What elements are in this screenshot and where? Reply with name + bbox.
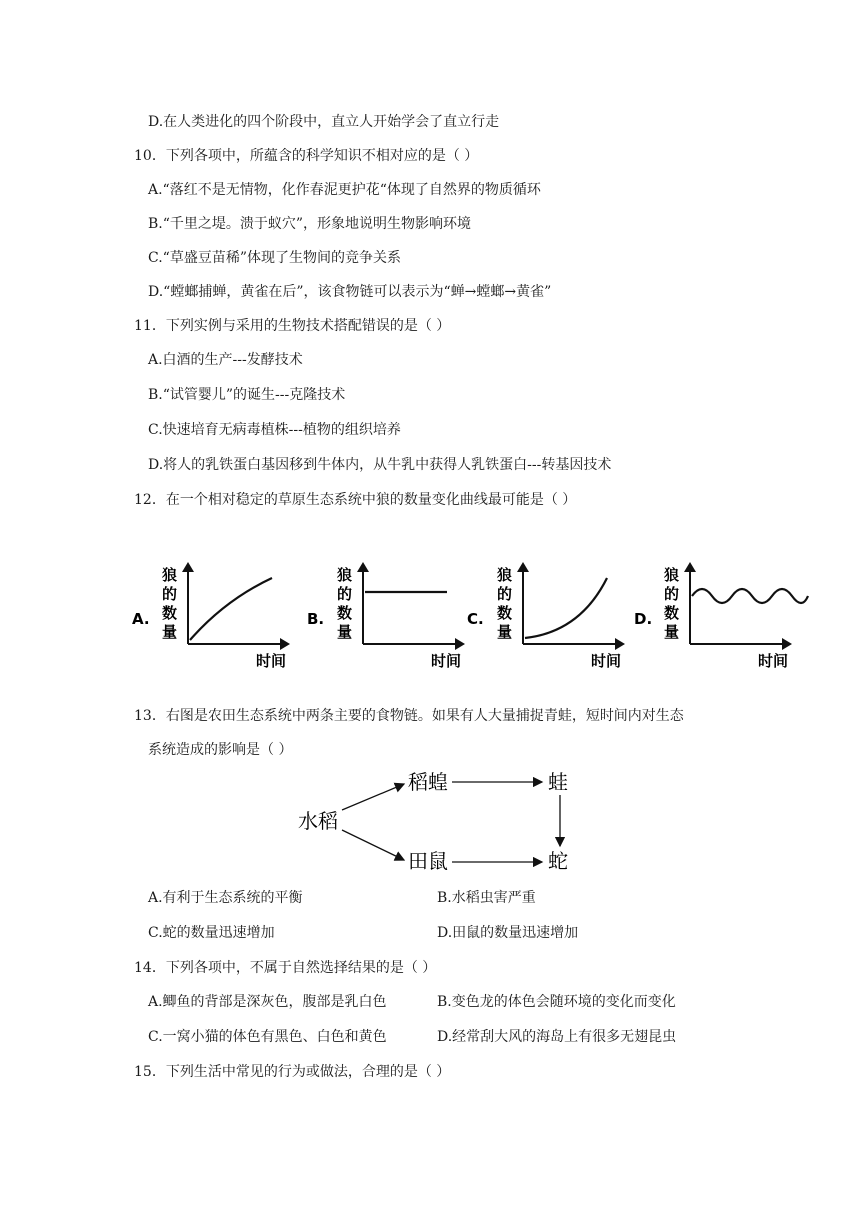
question-14: 14．下列各项中，不属于自然选择结果的是（ ）	[134, 960, 437, 976]
graph-letter: D.	[634, 610, 653, 628]
q11-option-b: B.“试管婴儿”的诞生---克隆技术	[148, 387, 346, 403]
y-axis-arrowhead	[517, 562, 529, 572]
y-axis-label-char: 数	[497, 604, 513, 622]
graph-letter: A.	[132, 610, 150, 628]
x-axis-arrowhead	[782, 638, 792, 650]
y-axis-arrowhead	[684, 562, 696, 572]
graph-a-svg	[130, 560, 300, 670]
y-axis-label-char: 量	[664, 623, 680, 641]
x-axis-label: 时间	[431, 652, 462, 670]
graph-c	[465, 560, 635, 670]
population-curve	[190, 578, 272, 640]
x-axis-label: 时间	[591, 652, 622, 670]
y-axis-arrowhead	[182, 562, 194, 572]
y-axis-label-char: 数	[664, 604, 680, 622]
y-axis-label-char: 的	[162, 585, 178, 603]
question-13-line-1: 13．右图是农田生态系统中两条主要的食物链。如果有人大量捕捉青蛙，短时间内对生态	[134, 708, 684, 724]
y-axis-label-char: 狼	[497, 566, 513, 584]
y-axis-label-char: 狼	[337, 566, 353, 584]
node-snake: 蛇	[548, 849, 568, 873]
q13-option-b: B.水稻虫害严重	[437, 890, 536, 906]
graph-a	[130, 560, 300, 670]
y-axis-label-char: 的	[497, 585, 513, 603]
y-axis-label-char: 量	[497, 623, 513, 641]
q14-option-a: A.鲫鱼的背部是深灰色，腹部是乳白色	[148, 994, 387, 1010]
graph-d	[632, 560, 802, 670]
graph-letter: C.	[467, 610, 484, 628]
q11-option-c: C.快速培育无病毒植株---植物的组织培养	[148, 422, 401, 438]
q11-option-a: A.白酒的生产---发酵技术	[148, 352, 303, 368]
y-axis-label-char: 数	[337, 604, 353, 622]
graph-c-svg	[465, 560, 635, 670]
y-axis-label-char: 量	[162, 623, 178, 641]
node-mouse: 田鼠	[408, 849, 448, 873]
q10-option-b: B.“千里之堤。溃于蚁穴”，形象地说明生物影响环境	[148, 216, 472, 232]
q13-option-a: A.有利于生态系统的平衡	[148, 890, 303, 906]
x-axis-label: 时间	[758, 652, 789, 670]
question-12: 12．在一个相对稳定的草原生态系统中狼的数量变化曲线最可能是（ ）	[134, 492, 577, 508]
q14-option-d: D.经常刮大风的海岛上有很多无翅昆虫	[437, 1029, 677, 1045]
q10-option-d: D.“螳螂捕蝉，黄雀在后”，该食物链可以表示为“蝉→螳螂→黄雀”	[148, 284, 552, 300]
y-axis-label-char: 狼	[162, 566, 178, 584]
q9-option-d: D.在人类进化的四个阶段中，直立人开始学会了直立行走	[148, 114, 500, 130]
arrow-rice-mouse	[342, 830, 404, 860]
question-10: 10．下列各项中，所蕴含的科学知识不相对应的是（ ）	[134, 148, 479, 164]
food-chain-svg	[290, 760, 590, 880]
y-axis-label-char: 狼	[664, 566, 680, 584]
node-rice: 水稻	[298, 809, 338, 833]
population-curve	[692, 589, 808, 603]
node-locust: 稻蝗	[408, 770, 448, 794]
q10-option-c: C.“草盛豆苗稀”体现了生物间的竞争关系	[148, 250, 401, 266]
graph-b-svg	[305, 560, 475, 670]
question-11: 11．下列实例与采用的生物技术搭配错误的是（ ）	[134, 318, 451, 334]
q14-option-b: B.变色龙的体色会随环境的变化而变化	[437, 994, 676, 1010]
q13-option-c: C.蛇的数量迅速增加	[148, 925, 275, 941]
y-axis-label-char: 量	[337, 623, 353, 641]
q13-option-d: D.田鼠的数量迅速增加	[437, 925, 579, 941]
x-axis-arrowhead	[615, 638, 625, 650]
question-13-line-2: 系统造成的影响是（ ）	[148, 742, 293, 758]
graph-b	[305, 560, 475, 670]
graph-d-svg	[632, 560, 802, 670]
y-axis-label-char: 的	[337, 585, 353, 603]
x-axis-label: 时间	[256, 652, 287, 670]
x-axis-arrowhead	[455, 638, 465, 650]
q10-option-a: A.“落红不是无情物，化作春泥更护花“体现了自然界的物质循环	[148, 182, 541, 198]
arrow-rice-locust	[342, 784, 404, 810]
y-axis-arrowhead	[357, 562, 369, 572]
question-15: 15．下列生活中常见的行为或做法，合理的是（ ）	[134, 1064, 451, 1080]
graph-letter: B.	[307, 610, 325, 628]
y-axis-label-char: 的	[664, 585, 680, 603]
y-axis-label-char: 数	[162, 604, 178, 622]
x-axis-arrowhead	[280, 638, 290, 650]
node-frog: 蛙	[548, 770, 568, 794]
q14-option-c: C.一窝小猫的体色有黑色、白色和黄色	[148, 1029, 387, 1045]
population-curve	[525, 578, 607, 638]
food-chain-diagram	[290, 760, 590, 880]
q11-option-d: D.将人的乳铁蛋白基因移到牛体内，从牛乳中获得人乳铁蛋白---转基因技术	[148, 457, 612, 473]
